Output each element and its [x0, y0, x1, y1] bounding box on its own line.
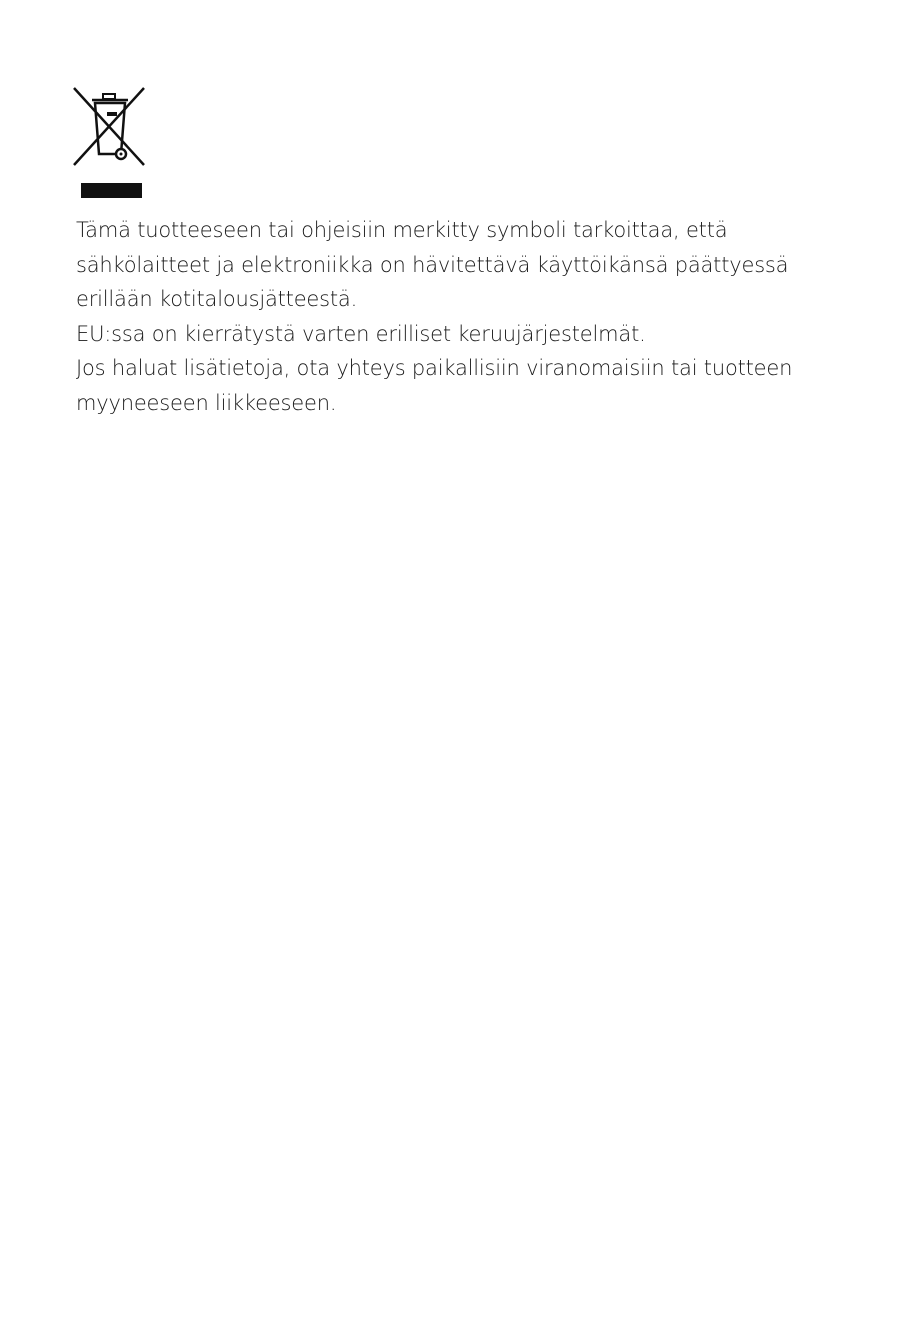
notice-line: Tämä tuotteeseen tai ohjeisiin merkitty symboli tarkoittaa, että — [76, 218, 728, 242]
notice-line: erillään kotitalousjätteestä. — [76, 287, 358, 311]
crossed-out-wheeled-bin-icon — [70, 84, 148, 168]
notice-line: myyneeseen liikkeeseen. — [76, 390, 337, 415]
weee-bar — [81, 183, 142, 198]
notice-line: sähkölaitteet ja elektroniikka on hävitettävä käyttöikänsä päättyessä — [76, 252, 789, 277]
disposal-notice — [76, 213, 876, 420]
notice-line: Jos haluat lisätietoja, ota yhteys paikallisiin viranomaisiin tai tuotteen — [76, 356, 793, 380]
notice-line: EU:ssa on kierrätystä varten erilliset keruujärjestelmät. — [76, 321, 646, 346]
